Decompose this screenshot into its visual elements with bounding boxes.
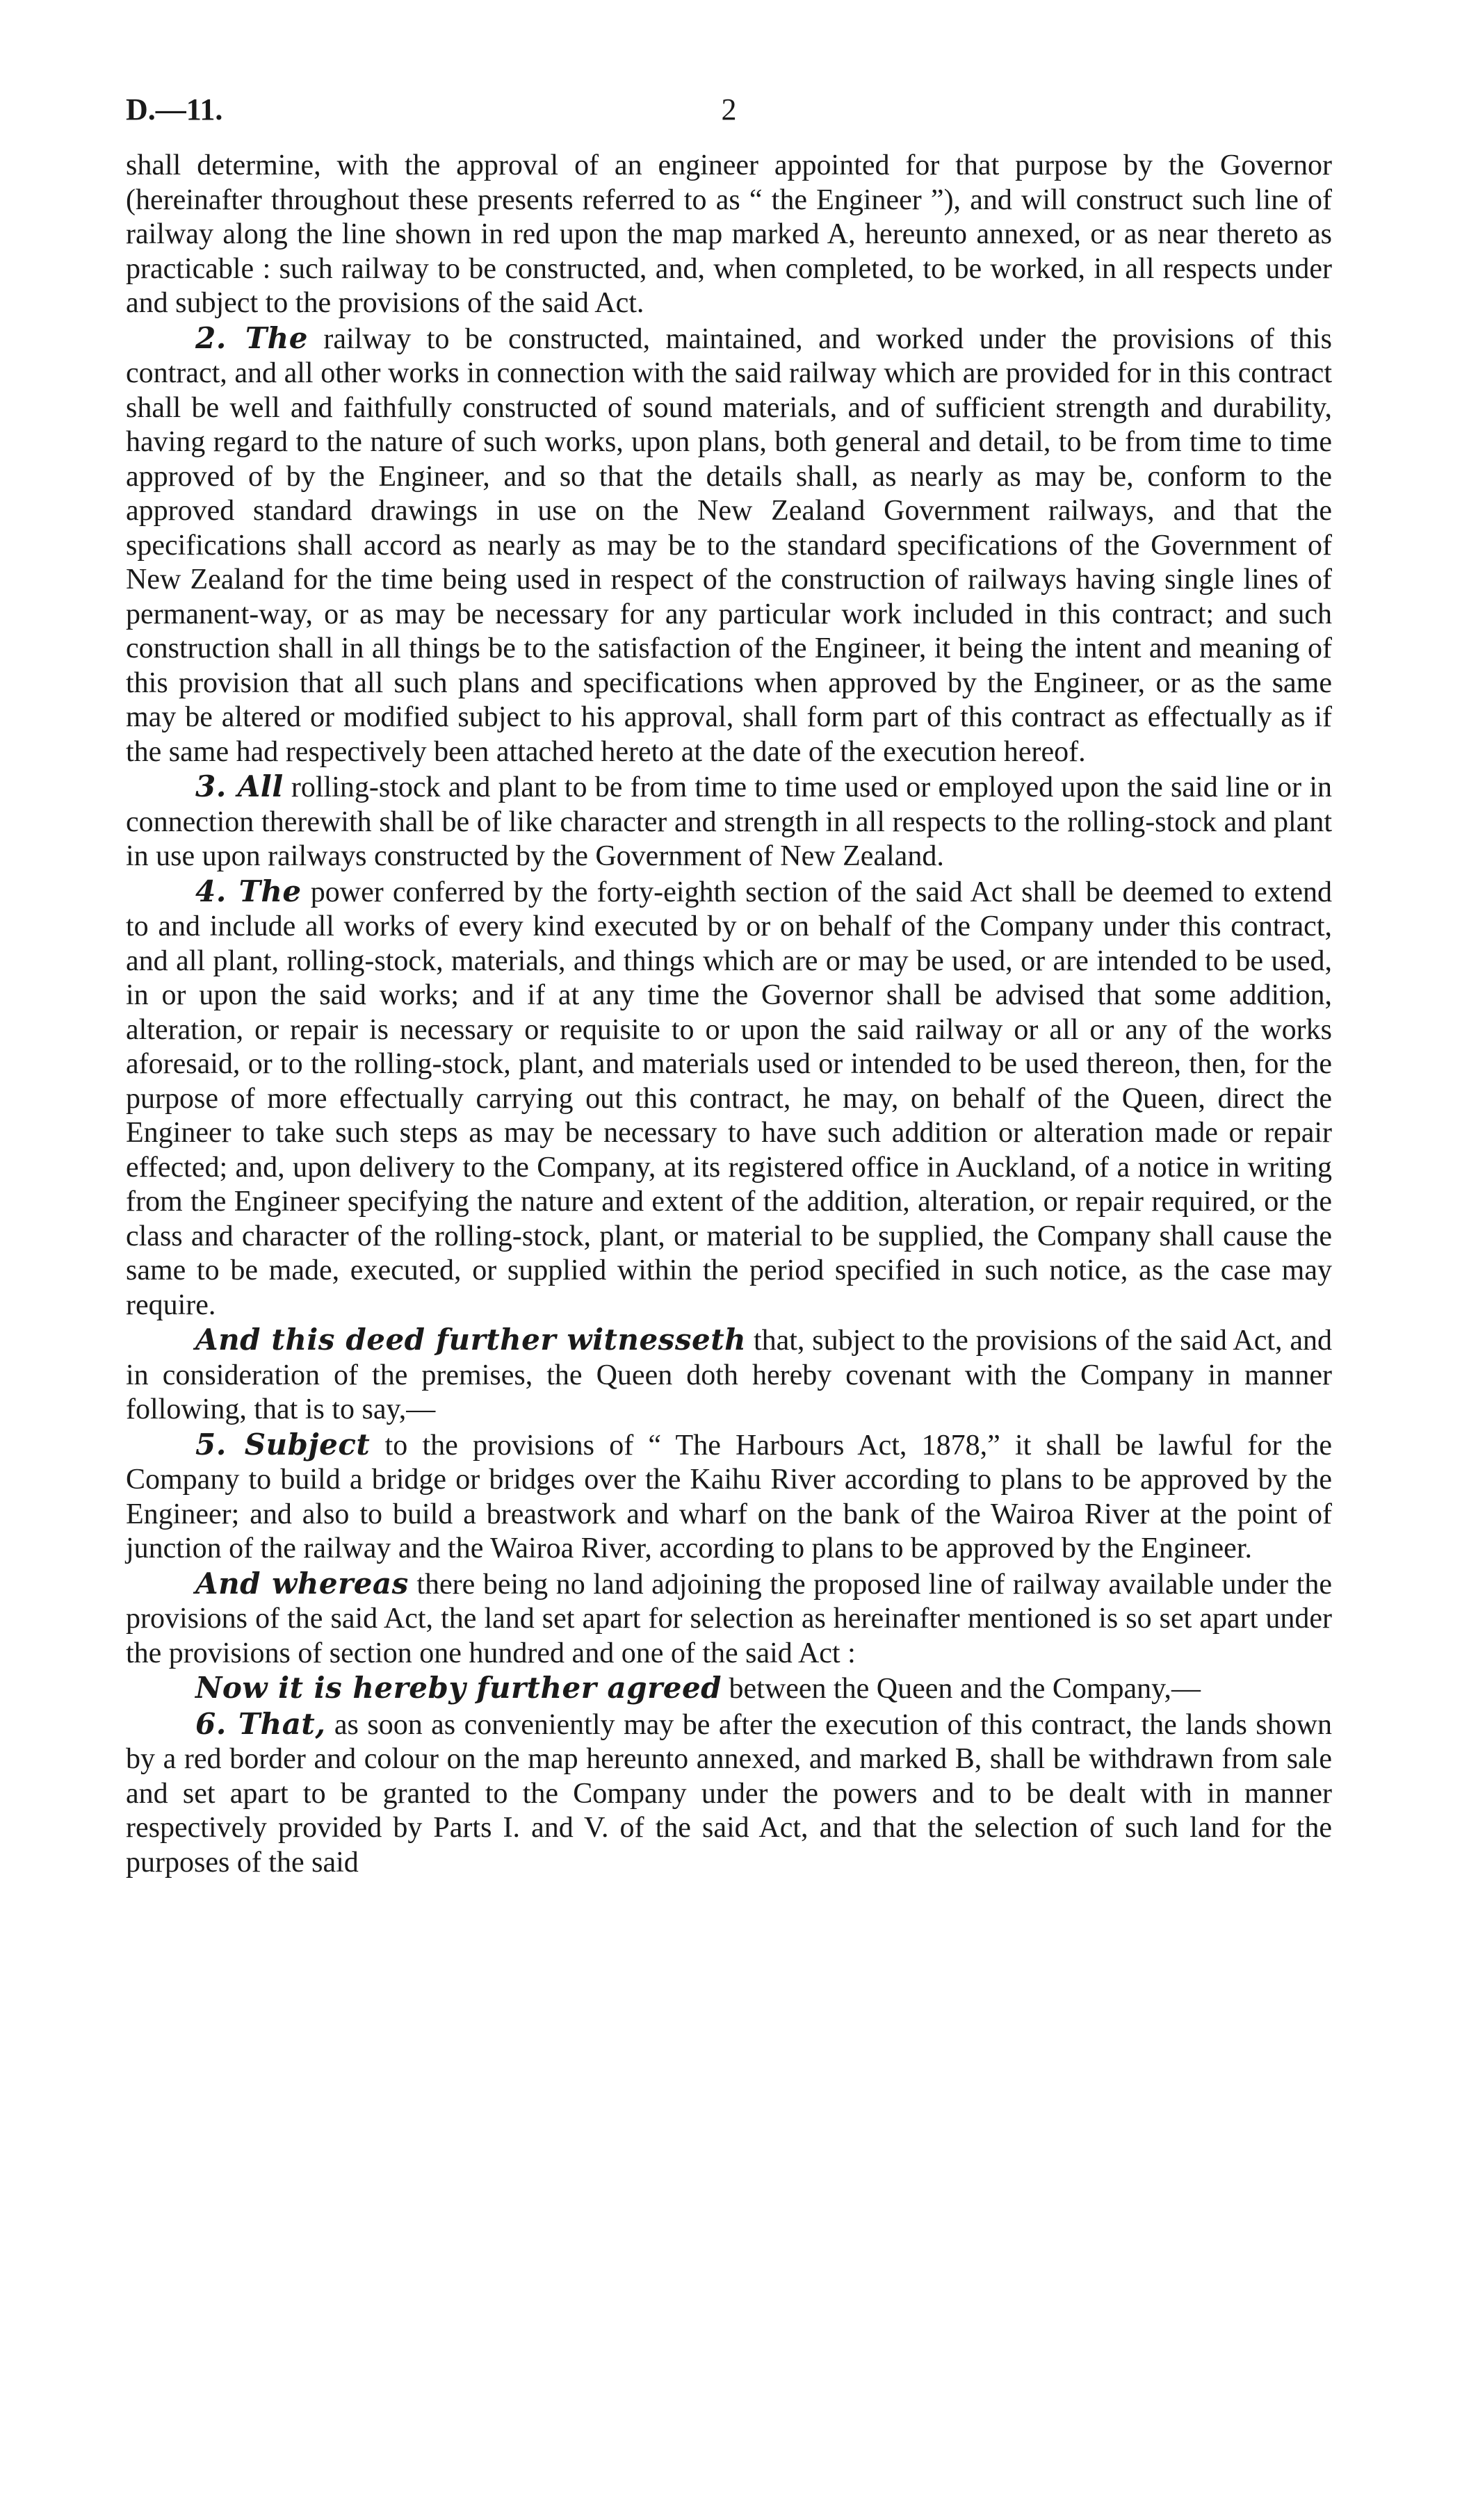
whereas-paragraph <box>126 1566 1332 1671</box>
page-header <box>126 89 1332 131</box>
page-number: 2 <box>721 92 737 126</box>
clause-3-lead: 3. All <box>195 769 284 803</box>
agreed-text: between the Queen and the Company,— <box>722 1673 1201 1705</box>
witnesseth-text: that, subject to the provisions of the said Act, and in consideration of the premises, the Queen doth hereby covenant with the Company in manner following, that is to say,— <box>126 1325 1332 1425</box>
whereas-lead: And whereas <box>195 1566 409 1601</box>
clause-2-text: railway to be constructed, maintained, and worked under the provisions of this contract, and all other works in connection with the said railway which are provided for in this contract shall be well and faithfully constructed of sound materials, and of sufficient strength and durability, having regard to the nature of such works, upon plans, both general and detail, to be from time to time approved of by the Engineer, and so that the details shall, as nearly as may be, conform to the approved standard drawings in use on the New Zealand Government railways, and that the specifications shall accord as nearly as may be to the standard specifications of the Government of New Zealand for the time being used in respect of the construction of railways having single lines of permanent-way, or as may be necessary for any particular work included in this contract; and such construction shall in all things be to the satisfaction of the Engineer, it being the intent and meaning of this provision that all such plans and specifications when approved by the Engineer, or as the same may be altered or modified subject to his approval, shall form part of this contract as effectually as if the same had respectively been attached hereto at the date of the execution hereof. <box>126 322 1332 768</box>
clause-5 <box>126 1427 1332 1566</box>
clause-4-lead: 4. The <box>195 874 302 908</box>
clause-3-text: rolling-stock and plant to be from time to time used or employed upon the said line or in connection therewith shall be of like character and strength in all respects to the rolling-stock and plant in use upon railways constructed by the Government of New Zealand. <box>126 771 1332 872</box>
clause-4 <box>126 874 1332 1323</box>
witnesseth-lead: And this deed further witnesseth <box>195 1323 747 1357</box>
clause-2-lead: 2. The <box>195 320 308 355</box>
clause-2 <box>126 321 1332 770</box>
clause-6-lead: 6. That, <box>195 1706 326 1741</box>
clause-4-text: power conferred by the forty-eighth section of the said Act shall be deemed to extend to and include all works of every kind executed by or on behalf of the Company under this contract, and all plant, rolling-stock, materials, and things which are or may be used, or are intended to be used, in or upon the said works; and if at any time the Governor shall be advised that some addition, alteration, or repair is necessary or requisite to or upon the said railway or all or any of the works aforesaid, or to the rolling-stock, plant, and materials used or intended to be used thereon, then, for the purpose of more effectually carrying out this contract, he may, on behalf of the Queen, direct the Engineer to take such steps as may be necessary to have such addition or alteration made or repair effected; and, upon delivery to the Company, at its registered office in Auckland, of a notice in writing from the Engineer specifying the nature and extent of the addition, alteration, or repair required, or the class and character of the rolling-stock, plant, or material to be supplied, the Company shall cause the same to be made, executed, or supplied within the period specified in such notice, as the case may require. <box>126 876 1332 1321</box>
document-body <box>126 147 1332 1880</box>
clause-3 <box>126 769 1332 874</box>
clause-6 <box>126 1707 1332 1881</box>
agreed-lead: Now it is hereby further agreed <box>195 1671 722 1705</box>
witnesseth-paragraph <box>126 1323 1332 1427</box>
agreed-paragraph <box>126 1671 1332 1707</box>
document-reference: D.—11. <box>126 92 223 126</box>
whereas-text: there being no land adjoining the proposed line of railway available under the provisions of the said Act, the land set apart for selection as hereinafter mentioned is so set apart under the provisions of section one hundred and one of the said Act : <box>126 1568 1332 1669</box>
clause-5-text: to the provisions of “ The Harbours Act, 1878,” it shall be lawful for the Company to build a bridge or bridges over the Kaihu River according to plans to be approved by the Engineer; and also to build a breastwork and wharf on the bank of the Wairoa River at the point of junction of the railway and the Wairoa River, according to plans to be approved by the Engineer. <box>126 1429 1332 1564</box>
clause-5-lead: 5. Subject <box>195 1427 371 1462</box>
paragraph-intro: shall determine, with the approval of an engineer appointed for that purpose by the Governor (hereinafter throughout these presents referred to as “ the Engineer ”), and will construct such line of railway along the line shown in red upon the map marked A, hereunto annexed, or as near thereto as practicable : such railway to be constructed, and, when completed, to be worked, in all respects under and subject to the provisions of the said Act. <box>126 149 1332 319</box>
clause-6-text: as soon as conveniently may be after the execution of this contract, the lands shown by a red border and colour on the map hereunto annexed, and marked B, shall be withdrawn from sale and set apart to be granted to the Company under the powers and to be dealt with in manner respectively provided by Parts I. and V. of the said Act, and that the selection of such land for the purposes of the said <box>126 1708 1332 1879</box>
